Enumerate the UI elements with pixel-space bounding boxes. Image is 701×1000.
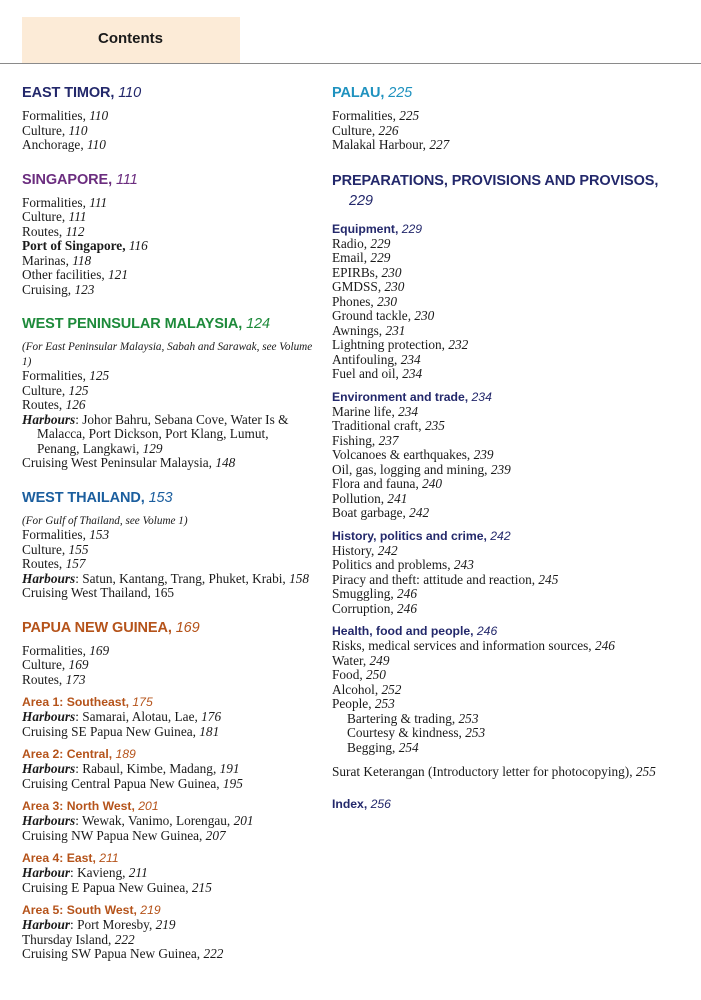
toc-entry: Volcanoes & earthquakes, 239 (332, 447, 494, 462)
area-heading: Area 5: South West, 219 (22, 903, 161, 917)
header-rule (0, 63, 701, 64)
toc-sub-entry: Begging, 254 (347, 739, 419, 755)
toc-entry: Port of Singapore, 116 (22, 238, 148, 253)
section-singapore (22, 171, 314, 298)
toc-entry: Routes, 157 (22, 556, 86, 571)
heading-page: 124 (246, 316, 270, 332)
heading-text: PAPUA NEW GUINEA, (22, 619, 172, 636)
toc-entry-harbours: Harbours: Wewak, Vanimo, Lorengau, 201 (22, 813, 254, 828)
toc-entry: Fishing, 237 (332, 432, 399, 448)
section-note: (For Gulf of Thailand, see Volume 1) (22, 514, 188, 527)
toc-entry: Other facilities, 121 (22, 267, 128, 282)
section-palau (332, 84, 672, 153)
toc-entry: Pollution, 241 (332, 490, 408, 506)
heading-page: 110 (118, 85, 142, 101)
heading-text: EAST TIMOR, (22, 85, 115, 101)
toc-entry: GMDSS, 230 (332, 279, 405, 294)
toc-entry-harbours: Harbours: Samarai, Alotau, Lae, 176 (22, 709, 222, 724)
toc-entry: Routes, 126 (22, 397, 86, 412)
toc-sub-entry: Bartering & trading, 253 (347, 710, 479, 726)
group-heading: Health, food and people, 246 (332, 624, 498, 638)
toc-entry: Traditional craft, 235 (332, 418, 445, 433)
section-heading (22, 489, 314, 508)
toc-entry: People, 253 (332, 696, 395, 711)
toc-entry: Cruising SW Papua New Guinea, 222 (22, 946, 224, 961)
section-note: (For East Peninsular Malaysia, Sabah and Sarawak, see Volume 1) (22, 341, 313, 368)
area-heading: Area 3: North West, 201 (22, 799, 159, 813)
toc-entry: Cruising NW Papua New Guinea, 207 (22, 827, 226, 843)
toc-entry: Culture, 155 (22, 541, 89, 557)
toc-entry: Smuggling, 246 (332, 586, 417, 601)
group-heading: History, politics and crime, 242 (332, 528, 511, 543)
toc-entry: Ground tackle, 230 (332, 308, 435, 323)
toc-entry: Cruising Central Papua New Guinea, 195 (22, 775, 243, 791)
toc-entry: Culture, 125 (22, 382, 89, 398)
toc-entry: Phones, 230 (332, 293, 398, 309)
toc-entry: Formalities, 125 (22, 368, 110, 383)
group-heading: Environment and trade, 234 (332, 389, 492, 404)
heading-page: 169 (175, 619, 200, 636)
toc-entry: Formalities, 153 (22, 527, 110, 542)
toc-entry: Formalities, 225 (332, 108, 420, 123)
toc-entry: Malakal Harbour, 227 (332, 137, 450, 152)
toc-entry: Water, 249 (332, 652, 390, 668)
heading-text: PREPARATIONS, PROVISIONS AND PROVISOS, (332, 172, 659, 189)
heading-text: WEST THAILAND, (22, 489, 145, 506)
heading-page: 225 (388, 85, 413, 101)
index-heading: Index, 256 (332, 796, 391, 811)
toc-entry: Thursday Island, 222 (22, 931, 135, 947)
toc-entry: Risks, medical services and information sources, 246 (332, 638, 615, 653)
section-heading (332, 84, 672, 103)
toc-entry: Oil, gas, logging and mining, 239 (332, 461, 511, 477)
toc-entry: Lightning protection, 232 (332, 337, 469, 352)
toc-entry: Piracy and theft: attitude and reaction, 245 (332, 571, 559, 587)
toc-sub-entry: Courtesy & kindness, 253 (347, 725, 486, 740)
toc-entry: Culture, 111 (22, 209, 87, 224)
toc-entry: Awnings, 231 (332, 322, 406, 338)
toc-entry: Corruption, 246 (332, 600, 417, 616)
toc-entry: Culture, 169 (22, 657, 89, 672)
toc-entry: Alcohol, 252 (332, 681, 402, 697)
toc-entry: Formalities, 169 (22, 642, 110, 658)
toc-entry-surat: Surat Keterangan (Introductory letter for photocopying), 255 (332, 764, 656, 779)
section-east-timor (22, 84, 314, 153)
toc-entry: Culture, 110 (22, 122, 88, 138)
toc-entry: Politics and problems, 243 (332, 557, 474, 572)
toc-entry: History, 242 (332, 542, 398, 558)
page-title: Contents (98, 30, 163, 47)
toc-entry: Cruising West Peninsular Malaysia, 148 (22, 455, 236, 470)
toc-entry: Anchorage, 110 (22, 137, 106, 152)
toc-entry: Formalities, 110 (22, 108, 109, 123)
toc-entry: Cruising, 123 (22, 281, 95, 297)
toc-entry: Email, 229 (332, 250, 391, 265)
left-column (22, 84, 314, 962)
heading-text: WEST PENINSULAR MALAYSIA, (22, 316, 243, 332)
heading-text: SINGAPORE, (22, 171, 113, 188)
section-papua-new-guinea (22, 619, 314, 962)
section-heading (22, 84, 314, 103)
toc-entry: Cruising West Thailand, 165 (22, 585, 175, 600)
toc-entry: Formalities, 111 (22, 194, 108, 210)
section-heading (22, 315, 314, 334)
toc-entry: Culture, 226 (332, 122, 399, 138)
toc-entry-harbours: Harbour: Kavieng, 211 (22, 865, 148, 880)
toc-entry: Boat garbage, 242 (332, 505, 430, 520)
area-heading: Area 2: Central, 189 (22, 747, 136, 761)
toc-entry: Fuel and oil, 234 (332, 366, 423, 381)
toc-entry: Radio, 229 (332, 235, 391, 251)
toc-entry: Marinas, 118 (22, 252, 92, 268)
toc-entry: Routes, 112 (22, 223, 85, 239)
toc-entry: Cruising SE Papua New Guinea, 181 (22, 723, 220, 739)
toc-entry-harbours: Harbours: Satun, Kantang, Trang, Phuket, Krabi, 158 (22, 570, 310, 586)
heading-page: 111 (115, 171, 138, 188)
area-heading: Area 4: East, 211 (22, 851, 119, 865)
toc-entry: Cruising E Papua New Guinea, 215 (22, 879, 212, 895)
right-column (332, 84, 672, 812)
section-heading (22, 171, 314, 190)
section-west-malaysia (22, 315, 314, 471)
section-west-thailand (22, 489, 314, 601)
toc-entry-harbours: Harbour: Port Moresby, 219 (22, 917, 176, 932)
heading-text: PALAU, (332, 85, 385, 101)
section-heading (22, 619, 314, 638)
toc-entry-harbours: Harbours: Rabaul, Kimbe, Madang, 191 (22, 761, 240, 776)
area-heading: Area 1: Southeast, 175 (22, 695, 153, 709)
toc-entry: Food, 250 (332, 667, 386, 682)
toc-entry: Antifouling, 234 (332, 351, 421, 367)
toc-entry: Flora and fauna, 240 (332, 476, 443, 491)
toc-entry-harbours: Harbours: Johor Bahru, Sebana Cove, Water Is & Malacca, Port Dickson, Port Klang, Lumut, Penang, Langkawi, 129 (22, 411, 289, 456)
heading-page: 229 (349, 192, 373, 209)
group-heading: Equipment, 229 (332, 221, 423, 236)
toc-entry: Routes, 173 (22, 671, 86, 687)
heading-page: 153 (148, 489, 173, 506)
section-heading (332, 171, 672, 211)
toc-entry: EPIRBs, 230 (332, 264, 402, 280)
toc-entry: Marine life, 234 (332, 403, 419, 419)
section-preparations (332, 171, 672, 780)
